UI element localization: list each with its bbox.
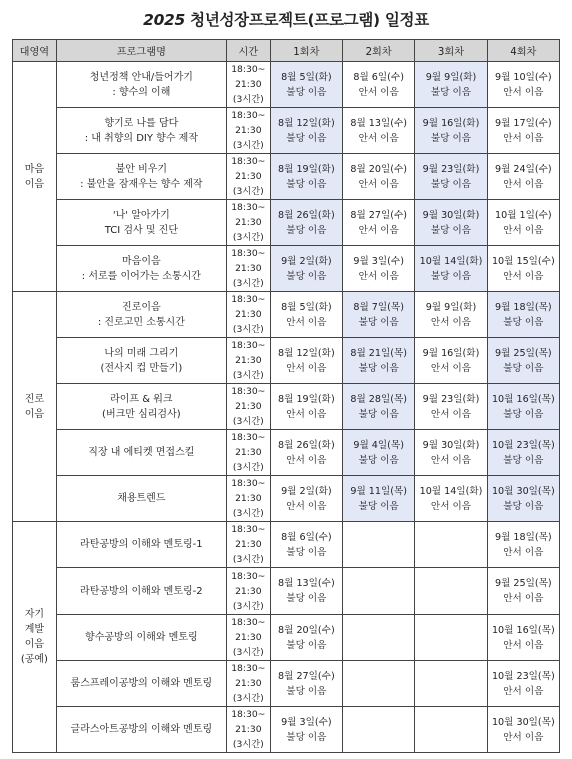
program-title: 나의 미래 그리기 bbox=[104, 347, 179, 359]
session-place: 안서 이음 bbox=[358, 86, 399, 98]
time-duration: (3시간) bbox=[232, 554, 264, 565]
time-cell bbox=[226, 200, 270, 246]
header-session-2: 2회차 bbox=[343, 40, 415, 62]
time-duration: (3시간) bbox=[232, 94, 264, 105]
session-cell-1 bbox=[270, 338, 342, 384]
session-place: 불당 이음 bbox=[286, 546, 327, 558]
session-place: 안서 이음 bbox=[430, 408, 472, 420]
table-row bbox=[13, 108, 560, 154]
program-name-cell bbox=[56, 661, 226, 707]
session-cell-2 bbox=[343, 615, 415, 661]
session-place: 불당 이음 bbox=[286, 685, 327, 697]
session-place: 불당 이음 bbox=[430, 270, 472, 282]
session-cell-4 bbox=[487, 200, 559, 246]
page-title bbox=[0, 8, 572, 30]
time-duration: (3시간) bbox=[232, 370, 264, 381]
table-row bbox=[13, 707, 560, 753]
time-start: 18:30~ bbox=[231, 663, 266, 674]
session-cell-3 bbox=[415, 522, 487, 568]
header-area: 대영역 bbox=[13, 40, 57, 62]
session-cell-4 bbox=[487, 707, 559, 753]
program-title: 진로이음 bbox=[122, 301, 161, 313]
time-start: 18:30~ bbox=[231, 570, 266, 582]
session-place: 안서 이음 bbox=[358, 224, 399, 236]
session-place: 안서 이음 bbox=[503, 132, 544, 144]
program-title: 직장 내 에티켓 면접스킬 bbox=[88, 447, 195, 458]
session-cell-4 bbox=[487, 661, 559, 707]
program-name-cell bbox=[56, 476, 226, 522]
area-label: 이음 bbox=[24, 178, 45, 190]
session-place: 안서 이음 bbox=[286, 454, 327, 466]
session-cell-3 bbox=[415, 200, 487, 246]
time-end: 21:30 bbox=[235, 217, 262, 228]
time-end: 21:30 bbox=[235, 263, 262, 274]
session-cell-4 bbox=[487, 568, 559, 615]
session-date: 9월 9일(화) bbox=[425, 71, 477, 83]
session-date: 9월 9일(화) bbox=[425, 301, 477, 313]
table-row bbox=[13, 246, 560, 292]
program-name-cell bbox=[56, 338, 226, 384]
table-row bbox=[13, 476, 560, 522]
table-row bbox=[13, 615, 560, 661]
session-place: 안서 이음 bbox=[503, 685, 544, 697]
time-duration: (3시간) bbox=[232, 693, 264, 704]
header-session-3: 3회차 bbox=[415, 40, 487, 62]
session-cell-2 bbox=[343, 338, 415, 384]
session-date: 8월 26일(화) bbox=[278, 209, 335, 221]
session-place: 안서 이음 bbox=[503, 731, 544, 743]
area-cell bbox=[13, 62, 57, 292]
session-place: 안서 이음 bbox=[286, 362, 327, 374]
time-cell bbox=[226, 384, 270, 430]
session-cell-3 bbox=[415, 568, 487, 615]
session-cell-4 bbox=[487, 476, 559, 522]
session-cell-3 bbox=[415, 292, 487, 338]
session-date: 10월 23일(목) bbox=[491, 670, 555, 682]
session-place: 안서 이음 bbox=[430, 454, 472, 466]
session-date: 9월 18일(목) bbox=[494, 531, 552, 543]
table-row bbox=[13, 62, 560, 108]
table-row bbox=[13, 384, 560, 430]
table-row bbox=[13, 154, 560, 200]
time-cell bbox=[226, 661, 270, 707]
session-cell-2 bbox=[343, 430, 415, 476]
program-name-cell bbox=[56, 615, 226, 661]
session-place: 안서 이음 bbox=[430, 500, 472, 512]
session-cell-2 bbox=[343, 200, 415, 246]
session-date: 9월 11일(목) bbox=[350, 485, 407, 497]
program-subtitle: : 내 취향의 DIY 향수 제작 bbox=[84, 132, 198, 144]
session-place: 불당 이음 bbox=[503, 316, 544, 328]
session-date: 8월 13일(수) bbox=[278, 578, 335, 589]
time-duration: (3시간) bbox=[232, 278, 264, 289]
program-name-cell bbox=[56, 246, 226, 292]
program-subtitle: : 불안을 잠재우는 향수 제작 bbox=[80, 178, 203, 190]
session-cell-2 bbox=[343, 476, 415, 522]
program-title: 향기로 나를 담다 bbox=[104, 117, 179, 129]
session-place: 안서 이음 bbox=[503, 86, 544, 98]
session-date: 10월 16일(목) bbox=[491, 624, 555, 636]
session-date: 9월 10일(수) bbox=[494, 71, 552, 83]
time-start: 18:30~ bbox=[231, 340, 266, 351]
session-date: 8월 5일(화) bbox=[281, 71, 332, 83]
time-end: 21:30 bbox=[235, 355, 262, 366]
session-date: 9월 23일(화) bbox=[422, 163, 480, 175]
session-date: 9월 17일(수) bbox=[494, 117, 552, 129]
time-cell bbox=[226, 707, 270, 753]
header-time: 시간 bbox=[226, 40, 270, 62]
session-date: 10월 30일(목) bbox=[491, 716, 555, 728]
session-cell-1 bbox=[270, 292, 342, 338]
session-cell-3 bbox=[415, 62, 487, 108]
session-cell-4 bbox=[487, 384, 559, 430]
program-title: 라탄공방의 이해와 멘토링-2 bbox=[80, 585, 203, 597]
header-session-1: 1회차 bbox=[270, 40, 342, 62]
program-name-cell bbox=[56, 292, 226, 338]
time-duration: (3시간) bbox=[232, 324, 264, 335]
session-cell-2 bbox=[343, 568, 415, 615]
time-end: 21:30 bbox=[235, 678, 262, 689]
session-cell-2 bbox=[343, 707, 415, 753]
session-cell-4 bbox=[487, 522, 559, 568]
time-end: 21:30 bbox=[235, 585, 262, 597]
session-date: 9월 25일(목) bbox=[494, 347, 552, 359]
time-duration: (3시간) bbox=[232, 647, 264, 658]
session-cell-1 bbox=[270, 476, 342, 522]
time-start: 18:30~ bbox=[231, 709, 266, 720]
time-start: 18:30~ bbox=[231, 294, 266, 305]
time-end: 21:30 bbox=[235, 125, 262, 136]
session-date: 8월 26일(화) bbox=[278, 439, 335, 451]
session-place: 불당 이음 bbox=[503, 454, 544, 466]
time-end: 21:30 bbox=[235, 171, 262, 182]
session-date: 9월 16일(화) bbox=[422, 347, 480, 359]
program-title: 라이프 & 워크 bbox=[110, 393, 173, 405]
session-date: 9월 25일(목) bbox=[494, 578, 552, 589]
time-start: 18:30~ bbox=[231, 248, 266, 259]
session-place: 안서 이음 bbox=[503, 593, 544, 604]
time-cell bbox=[226, 522, 270, 568]
area-label: 이음 bbox=[24, 408, 45, 420]
session-date: 8월 27일(수) bbox=[350, 209, 407, 221]
session-cell-2 bbox=[343, 246, 415, 292]
area-label: 이음 bbox=[24, 639, 45, 650]
session-date: 10월 14일(화) bbox=[419, 485, 483, 497]
session-date: 8월 19일(화) bbox=[278, 393, 335, 405]
session-cell-2 bbox=[343, 384, 415, 430]
session-cell-2 bbox=[343, 154, 415, 200]
session-place: 불당 이음 bbox=[358, 500, 399, 512]
session-date: 10월 14일(화) bbox=[419, 255, 483, 267]
session-cell-1 bbox=[270, 154, 342, 200]
session-cell-1 bbox=[270, 384, 342, 430]
session-date: 9월 16일(화) bbox=[422, 117, 480, 129]
session-cell-2 bbox=[343, 661, 415, 707]
session-cell-3 bbox=[415, 476, 487, 522]
session-date: 9월 30일(화) bbox=[422, 209, 480, 221]
session-date: 8월 20일(수) bbox=[350, 163, 407, 175]
session-date: 8월 19일(화) bbox=[278, 163, 335, 175]
session-date: 9월 3일(수) bbox=[353, 255, 404, 267]
time-end: 21:30 bbox=[235, 539, 262, 550]
session-date: 9월 3일(수) bbox=[281, 716, 332, 728]
program-subtitle: (버크만 심리검사) bbox=[102, 408, 181, 420]
program-title: 마음이음 bbox=[122, 255, 161, 267]
session-cell-2 bbox=[343, 522, 415, 568]
session-place: 불당 이음 bbox=[503, 362, 544, 374]
program-title: 채용트렌드 bbox=[117, 493, 166, 504]
program-name-cell bbox=[56, 200, 226, 246]
time-start: 18:30~ bbox=[231, 156, 266, 167]
time-duration: (3시간) bbox=[232, 186, 264, 197]
area-label: 마음 bbox=[24, 163, 45, 175]
session-date: 8월 27일(수) bbox=[278, 670, 335, 682]
session-cell-2 bbox=[343, 62, 415, 108]
session-date: 8월 12일(화) bbox=[278, 117, 335, 129]
session-cell-4 bbox=[487, 154, 559, 200]
session-cell-1 bbox=[270, 707, 342, 753]
session-cell-3 bbox=[415, 154, 487, 200]
time-end: 21:30 bbox=[235, 447, 262, 458]
time-end: 21:30 bbox=[235, 724, 262, 735]
session-date: 8월 7일(목) bbox=[353, 301, 404, 313]
schedule-table bbox=[12, 39, 560, 753]
session-place: 불당 이음 bbox=[430, 132, 472, 144]
session-place: 불당 이음 bbox=[430, 224, 472, 236]
time-cell bbox=[226, 246, 270, 292]
time-cell bbox=[226, 476, 270, 522]
time-cell bbox=[226, 154, 270, 200]
time-cell bbox=[226, 615, 270, 661]
session-cell-1 bbox=[270, 62, 342, 108]
time-start: 18:30~ bbox=[231, 202, 266, 213]
program-title: 청년정책 안내/들어가기 bbox=[89, 71, 193, 83]
area-cell bbox=[13, 292, 57, 522]
time-start: 18:30~ bbox=[231, 386, 266, 397]
program-subtitle: : 향수의 이해 bbox=[112, 86, 171, 98]
program-name-cell bbox=[56, 707, 226, 753]
session-place: 안서 이음 bbox=[286, 316, 327, 328]
session-cell-4 bbox=[487, 246, 559, 292]
session-cell-3 bbox=[415, 108, 487, 154]
session-cell-2 bbox=[343, 292, 415, 338]
program-title: 룸스프레이공방의 이해와 멘토링 bbox=[70, 678, 213, 689]
session-cell-1 bbox=[270, 661, 342, 707]
table-row bbox=[13, 338, 560, 384]
program-subtitle: TCI 검사 및 진단 bbox=[104, 224, 178, 236]
title-text: 청년성장프로젝트(프로그램) 일정표 bbox=[190, 11, 429, 29]
time-cell bbox=[226, 62, 270, 108]
time-end: 21:30 bbox=[235, 632, 262, 643]
session-cell-1 bbox=[270, 568, 342, 615]
session-date: 9월 30일(화) bbox=[422, 439, 480, 451]
time-duration: (3시간) bbox=[232, 140, 264, 151]
session-place: 안서 이음 bbox=[430, 362, 472, 374]
session-cell-4 bbox=[487, 108, 559, 154]
session-place: 안서 이음 bbox=[286, 500, 327, 512]
session-date: 8월 21일(목) bbox=[350, 347, 407, 359]
session-place: 안서 이음 bbox=[503, 224, 544, 236]
time-cell bbox=[226, 430, 270, 476]
session-place: 안서 이음 bbox=[286, 408, 327, 420]
session-place: 안서 이음 bbox=[503, 178, 544, 190]
session-cell-3 bbox=[415, 661, 487, 707]
session-place: 안서 이음 bbox=[430, 316, 472, 328]
session-date: 8월 6일(수) bbox=[281, 531, 332, 543]
time-start: 18:30~ bbox=[231, 478, 266, 489]
program-name-cell bbox=[56, 522, 226, 568]
session-date: 9월 2일(화) bbox=[281, 485, 332, 497]
session-cell-1 bbox=[270, 246, 342, 292]
area-label: 진로 bbox=[24, 393, 45, 405]
header-session-4: 4회차 bbox=[487, 40, 559, 62]
session-date: 8월 12일(화) bbox=[278, 347, 335, 359]
session-cell-1 bbox=[270, 200, 342, 246]
session-place: 안서 이음 bbox=[358, 132, 399, 144]
session-date: 10월 23일(목) bbox=[491, 439, 555, 451]
area-label: (공예) bbox=[20, 654, 48, 665]
session-cell-4 bbox=[487, 292, 559, 338]
title-year: 2025 bbox=[143, 11, 186, 29]
session-date: 9월 18일(목) bbox=[494, 301, 552, 313]
program-subtitle: : 진로고민 소통시간 bbox=[97, 316, 185, 328]
session-place: 안서 이음 bbox=[503, 546, 544, 558]
program-title: 불안 비우기 bbox=[115, 163, 168, 175]
time-end: 21:30 bbox=[235, 401, 262, 412]
session-cell-4 bbox=[487, 430, 559, 476]
session-place: 불당 이음 bbox=[503, 500, 544, 512]
program-name-cell bbox=[56, 430, 226, 476]
session-place: 불당 이음 bbox=[430, 178, 472, 190]
program-name-cell bbox=[56, 154, 226, 200]
area-label: 계발 bbox=[24, 624, 45, 635]
session-place: 불당 이음 bbox=[286, 86, 327, 98]
table-row bbox=[13, 661, 560, 707]
session-date: 10월 1일(수) bbox=[494, 209, 552, 221]
program-title: '나' 알아가기 bbox=[112, 209, 170, 221]
table-row bbox=[13, 200, 560, 246]
time-cell bbox=[226, 338, 270, 384]
time-cell bbox=[226, 292, 270, 338]
program-title: 향수공방의 이해와 멘토링 bbox=[85, 632, 198, 643]
session-date: 8월 13일(수) bbox=[350, 117, 407, 129]
session-place: 불당 이음 bbox=[286, 593, 327, 604]
time-duration: (3시간) bbox=[232, 462, 264, 473]
session-date: 8월 5일(화) bbox=[281, 301, 332, 313]
session-cell-1 bbox=[270, 430, 342, 476]
session-place: 불당 이음 bbox=[286, 132, 327, 144]
program-subtitle: : 서로를 이어가는 소통시간 bbox=[81, 270, 201, 282]
program-name-cell bbox=[56, 568, 226, 615]
program-title: 라탄공방의 이해와 멘토링-1 bbox=[80, 539, 203, 550]
session-place: 불당 이음 bbox=[286, 178, 327, 190]
time-duration: (3시간) bbox=[232, 600, 264, 612]
session-place: 안서 이음 bbox=[358, 178, 399, 190]
session-cell-3 bbox=[415, 338, 487, 384]
session-place: 불당 이음 bbox=[503, 408, 544, 420]
session-place: 안서 이음 bbox=[503, 639, 544, 651]
program-name-cell bbox=[56, 108, 226, 154]
session-place: 불당 이음 bbox=[430, 86, 472, 98]
session-place: 불당 이음 bbox=[358, 408, 399, 420]
schedule-body bbox=[13, 62, 560, 753]
area-cell bbox=[13, 522, 57, 753]
time-duration: (3시간) bbox=[232, 508, 264, 519]
session-date: 8월 20일(수) bbox=[278, 624, 335, 636]
session-date: 10월 16일(목) bbox=[491, 393, 555, 405]
time-start: 18:30~ bbox=[231, 524, 266, 535]
session-cell-3 bbox=[415, 384, 487, 430]
session-date: 9월 2일(화) bbox=[281, 255, 332, 267]
session-place: 불당 이음 bbox=[286, 224, 327, 236]
session-cell-4 bbox=[487, 615, 559, 661]
session-place: 안서 이음 bbox=[358, 270, 399, 282]
session-place: 불당 이음 bbox=[358, 316, 399, 328]
session-cell-4 bbox=[487, 62, 559, 108]
time-duration: (3시간) bbox=[232, 416, 264, 427]
table-row bbox=[13, 430, 560, 476]
session-place: 불당 이음 bbox=[358, 362, 399, 374]
header-program: 프로그램명 bbox=[56, 40, 226, 62]
time-cell bbox=[226, 108, 270, 154]
area-label: 자기 bbox=[24, 609, 45, 620]
session-date: 9월 24일(수) bbox=[494, 163, 552, 175]
table-row bbox=[13, 292, 560, 338]
session-place: 불당 이음 bbox=[286, 639, 327, 651]
time-end: 21:30 bbox=[235, 79, 262, 90]
session-date: 9월 23일(화) bbox=[422, 393, 480, 405]
time-start: 18:30~ bbox=[231, 110, 266, 121]
session-cell-2 bbox=[343, 108, 415, 154]
time-start: 18:30~ bbox=[231, 64, 266, 75]
session-cell-4 bbox=[487, 338, 559, 384]
session-date: 8월 6일(수) bbox=[353, 71, 404, 83]
table-row bbox=[13, 568, 560, 615]
session-date: 8월 28일(목) bbox=[350, 393, 407, 405]
program-name-cell bbox=[56, 384, 226, 430]
session-place: 안서 이음 bbox=[503, 270, 544, 282]
session-place: 불당 이음 bbox=[358, 454, 399, 466]
session-cell-1 bbox=[270, 522, 342, 568]
session-place: 불당 이음 bbox=[286, 270, 327, 282]
time-duration: (3시간) bbox=[232, 739, 264, 750]
session-cell-3 bbox=[415, 707, 487, 753]
session-date: 10월 30일(목) bbox=[491, 485, 555, 497]
time-end: 21:30 bbox=[235, 493, 262, 504]
session-date: 9월 4일(목) bbox=[353, 439, 404, 451]
time-cell bbox=[226, 568, 270, 615]
session-cell-3 bbox=[415, 615, 487, 661]
session-cell-3 bbox=[415, 246, 487, 292]
time-duration: (3시간) bbox=[232, 232, 264, 243]
time-start: 18:30~ bbox=[231, 432, 266, 443]
time-start: 18:30~ bbox=[231, 617, 266, 628]
session-cell-1 bbox=[270, 615, 342, 661]
header-row bbox=[13, 40, 560, 62]
session-cell-3 bbox=[415, 430, 487, 476]
program-title: 글라스아트공방의 이해와 멘토링 bbox=[70, 724, 213, 735]
program-name-cell bbox=[56, 62, 226, 108]
session-date: 10월 15일(수) bbox=[491, 255, 555, 267]
session-place: 불당 이음 bbox=[286, 731, 327, 743]
table-row bbox=[13, 522, 560, 568]
program-subtitle: (전사지 컵 만들기) bbox=[100, 362, 183, 374]
session-cell-1 bbox=[270, 108, 342, 154]
time-end: 21:30 bbox=[235, 309, 262, 320]
